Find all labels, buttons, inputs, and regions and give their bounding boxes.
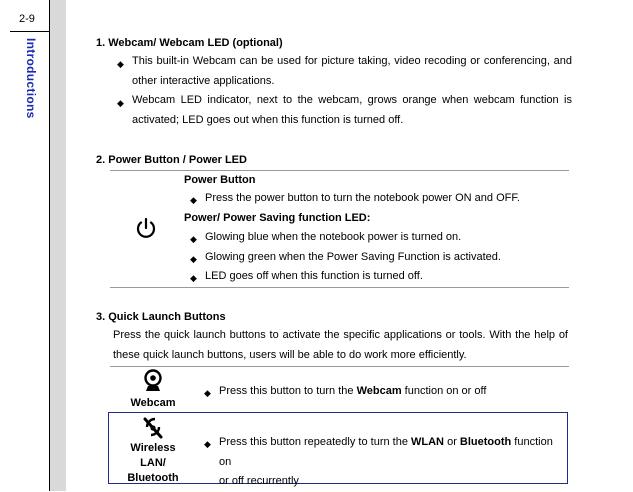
section-3-rule <box>110 366 569 367</box>
section-1-bullet-2 <box>132 91 572 130</box>
bullet-icon: ◆ <box>204 439 211 449</box>
desc-text: function on <box>219 436 553 468</box>
desc-bold: Webcam <box>356 385 402 397</box>
bullet-icon: ◆ <box>204 388 211 398</box>
label-line: LAN/ <box>140 457 166 469</box>
desc-bold: WLAN <box>411 436 445 448</box>
bullet-icon: ◆ <box>190 234 197 244</box>
power-icon <box>134 216 158 240</box>
text-line: these quick launch buttons, users will be able to do work more efficiently. <box>113 348 467 361</box>
section-3-title: 3. Quick Launch Buttons <box>96 311 226 323</box>
led-bullet-2: Glowing green when the Power Saving Function is activated. <box>205 251 501 263</box>
desc-text: function on or off <box>401 385 487 397</box>
label-line: Bluetooth <box>127 472 179 484</box>
wireless-label <box>118 441 188 486</box>
led-bullet-1: Glowing blue when the notebook power is turned on. <box>205 231 462 243</box>
desc-text: or <box>444 436 460 448</box>
text-line: activated; LED goes out when this function is turned off. <box>132 113 404 126</box>
webcam-description <box>219 382 486 402</box>
bullet-icon: ◆ <box>117 59 124 69</box>
bullet-icon: ◆ <box>190 273 197 283</box>
desc-text: Press this button repeatedly to turn the <box>219 436 412 448</box>
wireless-description <box>219 433 567 492</box>
text-line: Press the quick launch buttons to activate the specific applications or tools. With the help of <box>113 329 568 341</box>
section-3-intro <box>113 326 568 365</box>
section-1-title: 1. Webcam/ Webcam LED (optional) <box>96 37 283 49</box>
desc-bold: Bluetooth <box>459 436 512 448</box>
led-bullet-3: LED goes off when this function is turned off. <box>205 270 423 282</box>
desc-text: Press this button to turn the <box>219 385 357 397</box>
led-heading: Power/ Power Saving function LED: <box>184 212 371 224</box>
text-line: or off recurrently <box>219 475 299 487</box>
bullet-icon: ◆ <box>190 254 197 264</box>
power-button-heading: Power Button <box>184 174 256 186</box>
power-button-bullet: Press the power button to turn the notebook power ON and OFF. <box>205 192 520 204</box>
text-line <box>219 433 567 472</box>
text-line: other interactive applications. <box>132 74 275 87</box>
wireless-icon <box>142 416 164 440</box>
page-number: 2-9 <box>19 13 35 25</box>
text-line: This built-in Webcam can be used for picture taking, video recoding or conferencing, and <box>132 55 572 67</box>
section-2-title: 2. Power Button / Power LED <box>96 154 247 166</box>
side-bar <box>50 0 66 491</box>
label-line: Wireless <box>130 442 176 454</box>
side-bar-edge <box>49 0 50 491</box>
section-side-label: Introductions <box>24 38 38 119</box>
webcam-label: Webcam <box>130 397 176 409</box>
section-1-bullet-1 <box>132 52 572 91</box>
section-2-bottom-rule <box>110 287 569 288</box>
bullet-icon: ◆ <box>190 195 197 205</box>
section-2-top-rule <box>110 170 569 171</box>
webcam-icon <box>142 369 164 393</box>
text-line: Webcam LED indicator, next to the webcam, grows orange when webcam function is <box>132 94 572 106</box>
bullet-icon: ◆ <box>117 98 124 108</box>
